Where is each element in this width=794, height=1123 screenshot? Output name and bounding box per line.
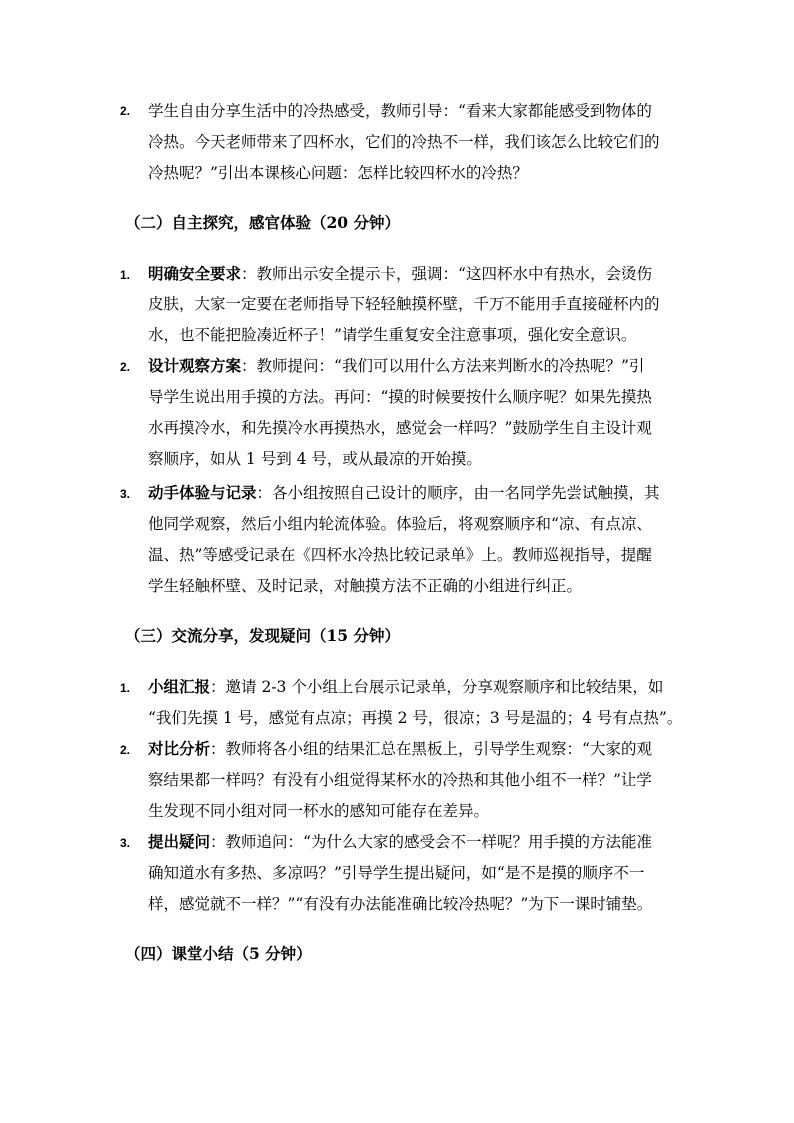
list-number: 1. — [120, 268, 131, 282]
paragraph-line: 对比分析：教师将各小组的结果汇总在黑板上，引导学生观察：“大家的观 — [148, 739, 652, 758]
item-lead: 动手体验与记录 — [148, 483, 257, 502]
paragraph-line: 他同学观察，然后小组内轮流体验。体验后，将观察顺序和“凉、有点凉、 — [148, 515, 652, 533]
section-heading: （四）课堂小结（5 分钟） — [125, 944, 312, 963]
item-lead: 设计观察方案 — [148, 356, 242, 375]
paragraph-line: 冷热呢？”引出本课核心问题：怎样比较四杯水的冷热？ — [148, 164, 528, 182]
paragraph-line: 设计观察方案：教师提问：“我们可以用什么方法来判断水的冷热呢？”引 — [148, 356, 645, 375]
paragraph-line: 小组汇报：邀请 2-3 个小组上台展示记录单，分享观察顺序和比较结果，如 — [148, 677, 664, 696]
section-heading: （二）自主探究，感官体验（20 分钟） — [125, 213, 400, 232]
paragraph-line: 确知道水有多热、多凉吗？”引导学生提出疑问，如“是不是摸的顺序不一 — [148, 864, 645, 882]
list-number: 2. — [120, 743, 131, 757]
section-heading: （三）交流分享，发现疑问（15 分钟） — [125, 626, 400, 645]
paragraph-line: 皮肤，大家一定要在老师指导下轻轻触摸杯壁，千万不能用手直接碰杯内的 — [148, 295, 660, 313]
paragraph-line: 温、热”等感受记录在《四杯水冷热比较记录单》上。教师巡视指导，提醒 — [148, 546, 652, 564]
paragraph-line: 水，也不能把脸凑近杯子！”请学生重复安全注意事项，强化安全意识。 — [148, 326, 637, 344]
paragraph-line: 动手体验与记录：各小组按照自己设计的顺序，由一名同学先尝试触摸，其 — [148, 483, 660, 502]
paragraph-line: 冷热。今天老师带来了四杯水，它们的冷热不一样，我们该怎么比较它们的 — [148, 133, 660, 151]
paragraph-line: 水再摸冷水，和先摸冷水再摸热水，感觉会一样吗？”鼓励学生自主设计观 — [148, 419, 652, 437]
paragraph-line: 察结果都一样吗？有没有小组觉得某杯水的冷热和其他小组不一样？”让学 — [148, 771, 652, 789]
list-number: 2. — [120, 104, 131, 118]
paragraph-line: 学生自由分享生活中的冷热感受，教师引导：“看来大家都能感受到物体的 — [148, 102, 652, 120]
item-lead: 提出疑问 — [148, 832, 211, 851]
item-lead: 对比分析 — [148, 739, 211, 758]
list-number: 3. — [120, 487, 131, 501]
paragraph-line: 样，感觉就不一样？”“有没有办法能准确比较冷热呢？”为下一课时铺垫。 — [148, 895, 653, 913]
paragraph-line: 生发现不同小组对同一杯水的感知可能存在差异。 — [148, 802, 490, 820]
list-number: 3. — [120, 836, 131, 850]
list-number: 2. — [120, 360, 131, 374]
paragraph-line: 提出疑问：教师追问：“为什么大家的感受会不一样呢？用手摸的方法能准 — [148, 832, 652, 851]
paragraph-line: 明确安全要求：教师出示安全提示卡，强调：“这四杯水中有热水，会烫伤 — [148, 264, 652, 283]
paragraph-line: 学生轻触杯壁、及时记录，对触摸方法不正确的小组进行纠正。 — [148, 577, 583, 595]
paragraph-line: “我们先摸 1 号，感觉有点凉；再摸 2 号，很凉；3 号是温的；4 号有点热”。 — [148, 709, 683, 727]
item-lead: 小组汇报 — [148, 677, 211, 696]
list-number: 1. — [120, 681, 131, 695]
paragraph-line: 导学生说出用手摸的方法。再问：“摸的时候要按什么顺序呢？如果先摸热 — [148, 388, 652, 406]
item-lead: 明确安全要求 — [148, 264, 242, 283]
paragraph-line: 察顺序，如从 1 号到 4 号，或从最凉的开始摸。 — [148, 450, 482, 468]
